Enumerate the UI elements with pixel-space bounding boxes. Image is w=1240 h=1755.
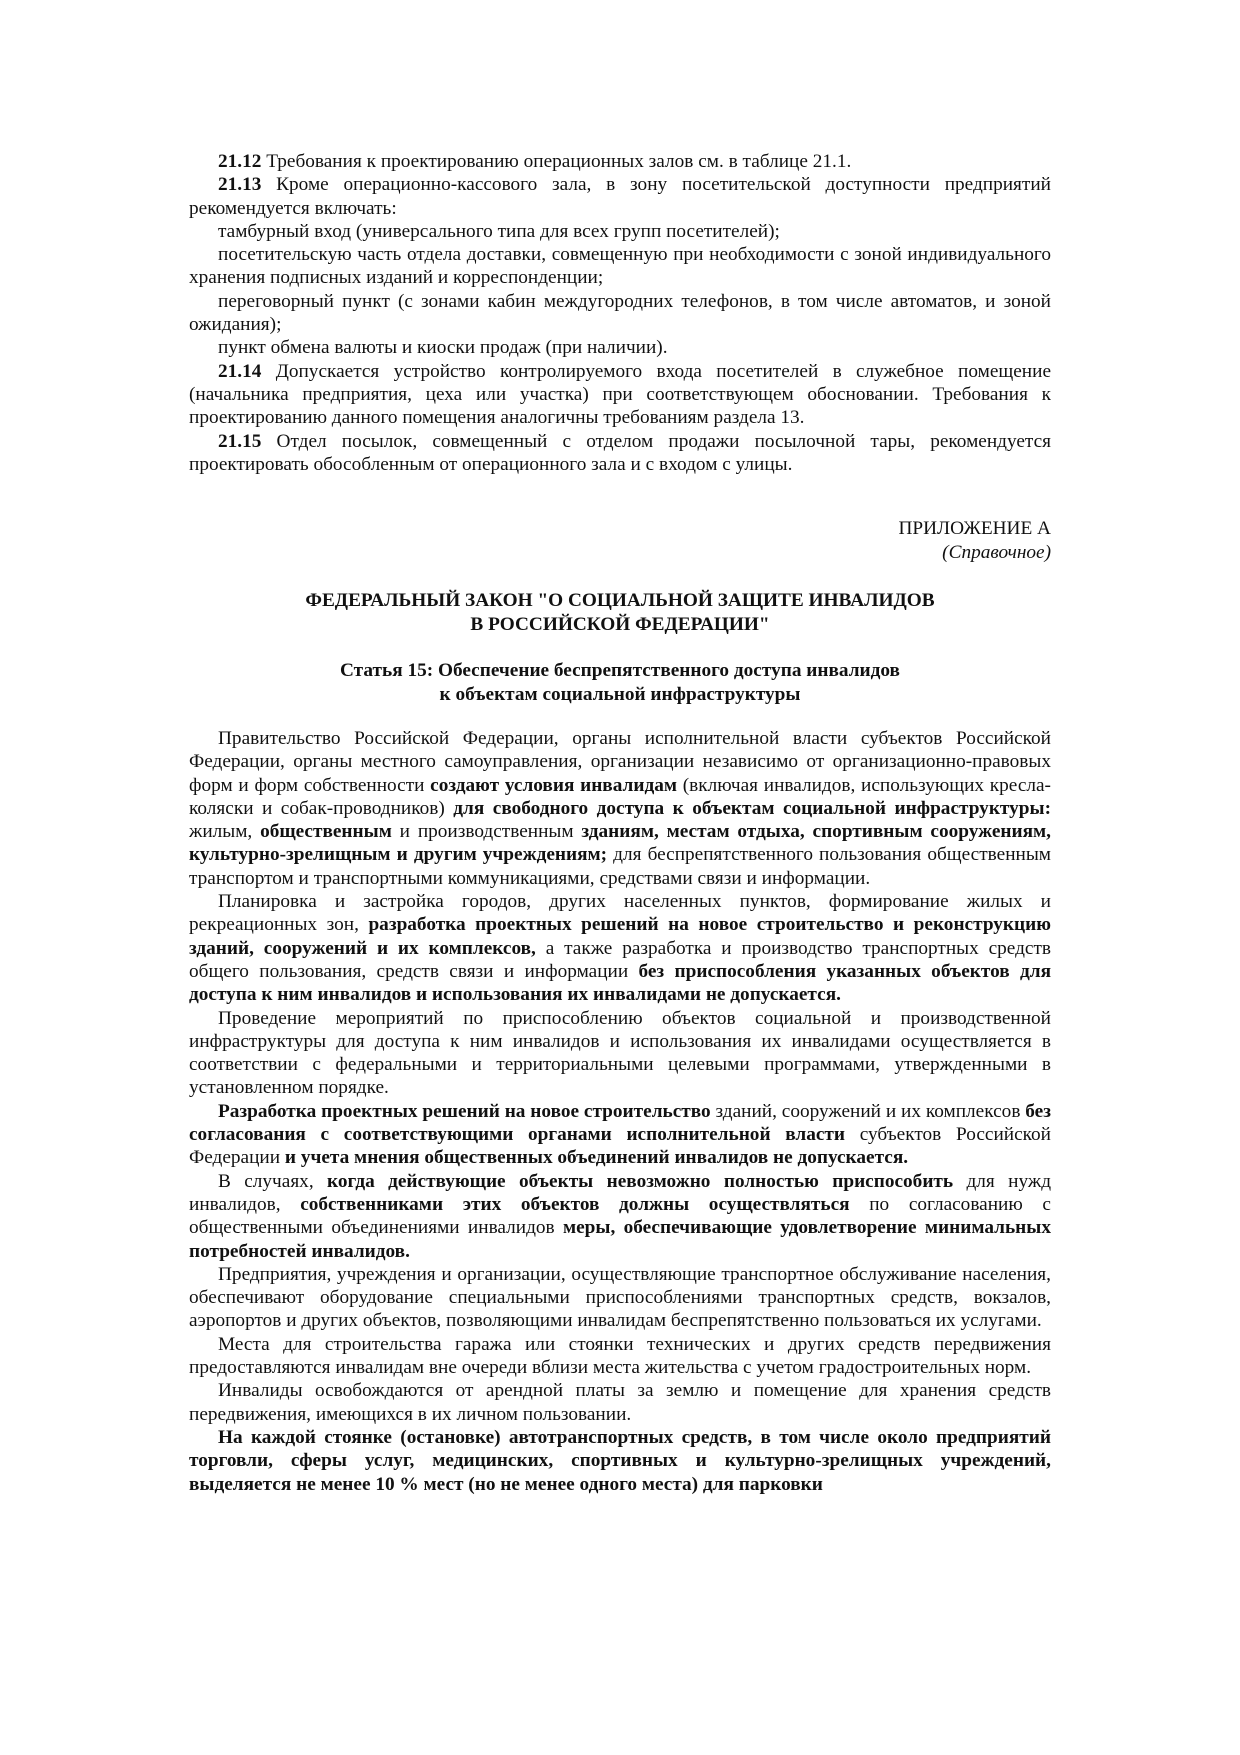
law-title-line: В РОССИЙСКОЙ ФЕДЕРАЦИИ" [470, 613, 770, 635]
clause-number: 21.14 [218, 360, 262, 382]
list-item: пункт обмена валюты и киоски продаж (при наличии). [218, 337, 668, 359]
law-title-line: ФЕДЕРАЛЬНЫЙ ЗАКОН "О СОЦИАЛЬНОЙ ЗАЩИТЕ ИНВАЛИДОВ [305, 590, 935, 611]
text-run: Правительство Российской Федерации, органы исполнительной власти субъектов Российской Федерации, органы местного самоуправления, организации независимо от организационно-правовых форм и форм собственности [189, 728, 1051, 796]
appendix-heading [898, 517, 1051, 564]
clause-number: 21.15 [218, 430, 262, 452]
bold-run: общественным [260, 821, 392, 843]
bold-run: когда действующие объекты невозможно полностью приспособить [327, 1170, 954, 1192]
article-title-line: Статья 15: Обеспечение беспрепятственного доступа инвалидов [340, 660, 900, 681]
article-paragraph [189, 1170, 1051, 1263]
text-run: В случаях, [218, 1170, 328, 1192]
article-paragraph [189, 1100, 1051, 1170]
bold-run: меры, обеспечивающие удовлетворение минимальных потребностей инвалидов. [189, 1217, 1051, 1262]
article-body [189, 727, 1051, 1496]
bold-run: зданиям, местам отдыха, спортивным сооружениям, культурно-зрелищным и другим учреждениям; [189, 821, 1051, 866]
bold-run: разработка проектных решений на новое строительство и реконструкцию зданий, сооружений и их комплексов, [189, 914, 1051, 959]
clause-text: Требования к проектированию операционных залов см. в таблице 21.1. [261, 151, 852, 172]
bold-run: Разработка проектных решений на новое строительство [218, 1100, 711, 1122]
clause-text: Отдел посылок, совмещенный с отделом продажи посылочной тары, рекомендуется проектировать обособленным от операционного зала и с входом с улицы. [189, 430, 1051, 475]
article-paragraph [189, 727, 1051, 890]
article-paragraph [189, 1426, 1051, 1496]
clause-21-12 [189, 150, 1051, 173]
bold-run: создают условия инвалидам [430, 774, 677, 796]
article-paragraph: Инвалиды освобождаются от арендной платы за землю и помещение для хранения средств передвижения, имеющихся в их личном пользовании. [189, 1380, 1051, 1425]
text-run: а также разработка и производство транспортных средств общего пользования, средств связи и информации [189, 937, 1052, 982]
appendix-label: ПРИЛОЖЕНИЕ А [898, 518, 1051, 539]
text-run: жилым, [189, 821, 261, 843]
bold-run: На каждой стоянке (остановке) автотранспортных средств, в том числе около предприятий торговли, сферы услуг, медицинских, спортивных и культурно-зрелищных учреждений, выделяется не менее 10 % мест (но не менее одного места) для парковки [189, 1426, 1051, 1495]
article-paragraph: Проведение мероприятий по приспособлению объектов социальной и производственной инфраструктуры для доступа к ним инвалидов и использования их инвалидами осуществляется в соответствии с федеральными и территориальными целевыми программами, утвержденными в установленном порядке. [189, 1007, 1051, 1099]
clause-text: Кроме операционно-кассового зала, в зону посетительской доступности предприятий рекомендуется включать: [189, 174, 1051, 219]
text-run: для беспрепятственного пользования общественным транспортом и транспортными коммуникациями, средствами связи и информации. [189, 844, 1051, 889]
clause-21-13 [189, 173, 1051, 220]
text-run: и производственным [391, 821, 582, 843]
clause-21-14 [189, 360, 1051, 430]
list-item: тамбурный вход (универсального типа для всех групп посетителей); [218, 220, 780, 242]
bold-run: собственниками этих объектов должны осуществляться [300, 1193, 850, 1215]
list-item: посетительскую часть отдела доставки, совмещенную при необходимости с зоной индивидуального хранения подписных изданий и корреспонденции; [189, 244, 1051, 289]
bold-run: для свободного доступа к объектам социальной инфраструктуры: [453, 797, 1051, 819]
article-title-line: к объектам социальной инфраструктуры [439, 683, 801, 705]
clause-text: Допускается устройство контролируемого входа посетителей в служебное помещение (начальника предприятия, цеха или участка) при соответствующем обосновании. Требования к проектированию данного помещения аналогичны требованиям раздела 13. [189, 360, 1051, 429]
clause-21-15 [189, 430, 1051, 477]
bold-run: и учета мнения общественных объединений инвалидов не допускается. [284, 1147, 909, 1169]
section-21-block [189, 150, 1051, 476]
list-item: переговорный пункт (с зонами кабин междугородних телефонов, в том числе автоматов, и зоной ожидания); [189, 290, 1051, 336]
article-paragraph: Места для строительства гаража или стоянки технических и других средств передвижения предоставляются инвалидам вне очереди вблизи места жительства с учетом градостроительных норм. [189, 1333, 1051, 1379]
text-run: субъектов Российской Федерации [189, 1124, 1051, 1169]
bold-run: без приспособления указанных объектов для доступа к ним инвалидов и использования их инвалидами не допускается. [189, 960, 1051, 1006]
text-run: Планировка и застройка городов, других населенных пунктов, формирование жилых и рекреационных зон, [189, 891, 1051, 936]
bold-run: без согласования с соответствующими органами исполнительной власти [189, 1100, 1051, 1146]
text-run: зданий, сооружений и их комплексов [710, 1100, 1026, 1122]
clause-number: 21.12 [218, 151, 262, 172]
text-run: по согласованию с общественными объединениями инвалидов [189, 1193, 1051, 1239]
clause-number: 21.13 [218, 174, 262, 196]
appendix-note: (Справочное) [942, 541, 1051, 563]
article-paragraph: Предприятия, учреждения и организации, осуществляющие транспортное обслуживание населения, обеспечивают оборудование специальными приспособлениями транспортных средств, вокзалов, аэропортов и других объектов, позволяющими инвалидам беспрепятственно пользоваться их услугами. [189, 1263, 1051, 1332]
text-run: для нужд инвалидов, [189, 1170, 1052, 1215]
article-paragraph [189, 890, 1051, 1006]
text-run: (включая инвалидов, использующих кресла-коляски и собак-проводников) [189, 774, 1051, 819]
article-title [189, 659, 1051, 706]
law-title [189, 589, 1051, 636]
